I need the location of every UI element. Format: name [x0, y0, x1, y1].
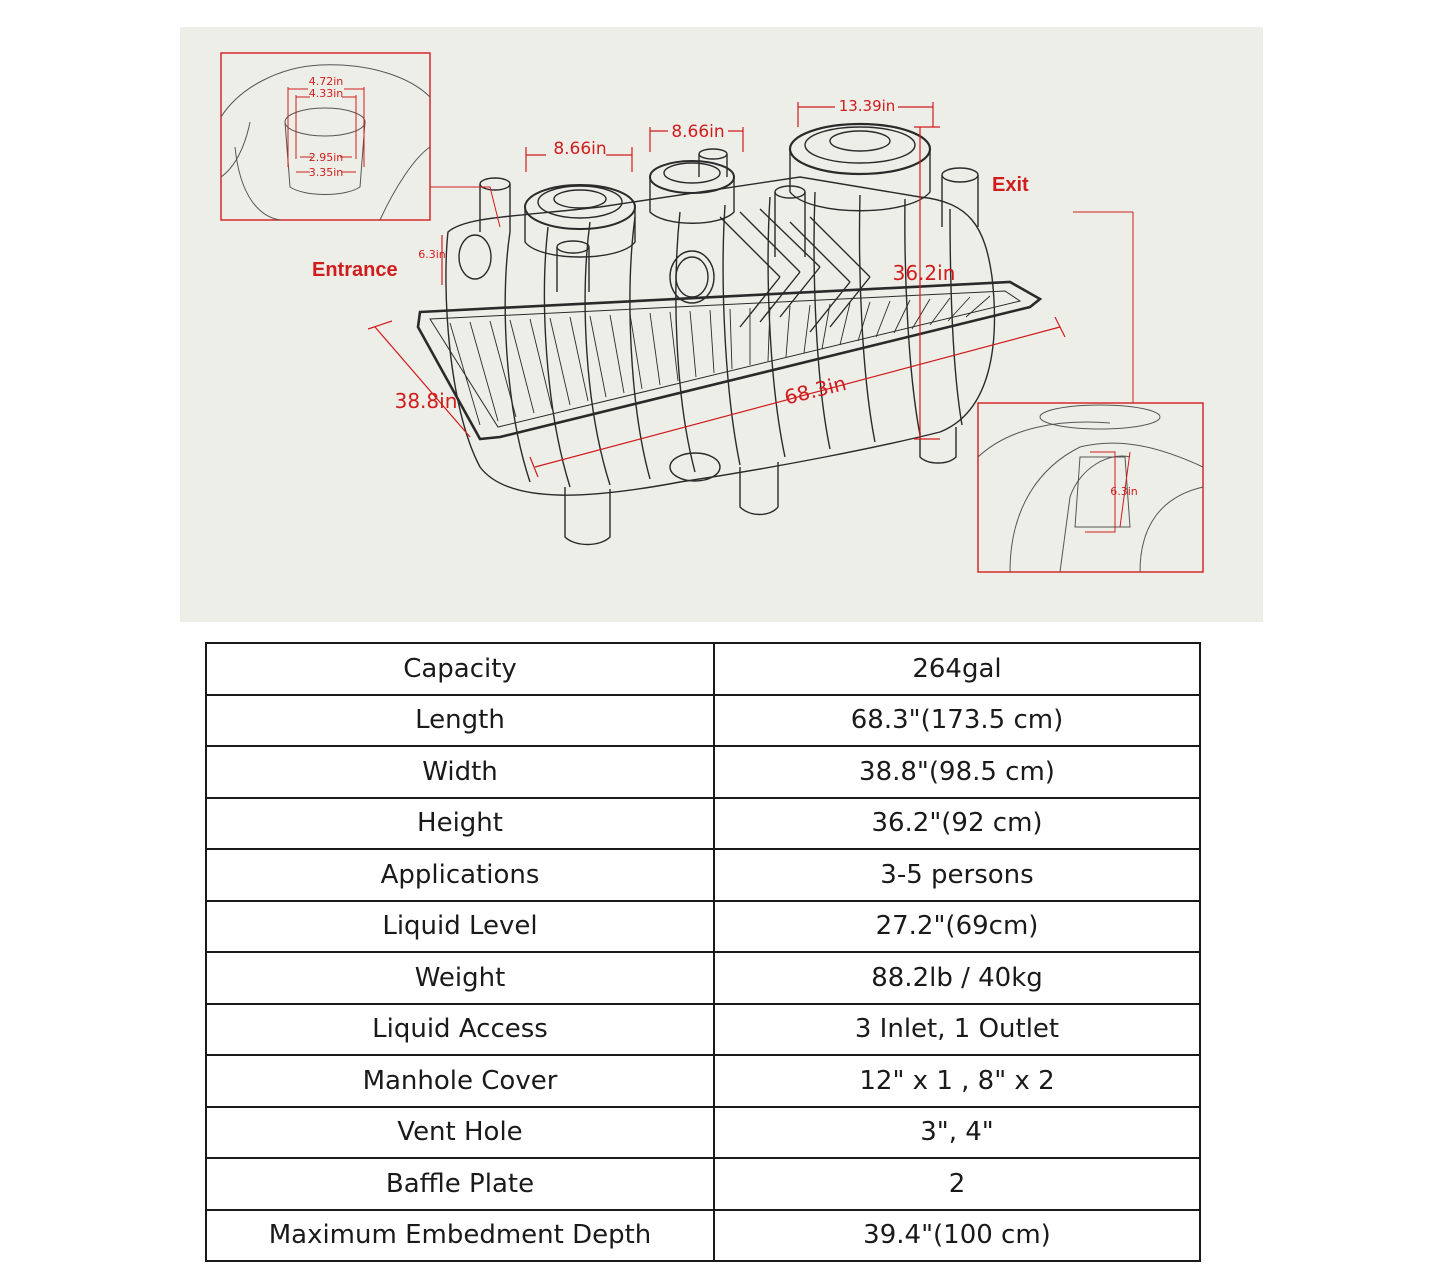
spec-row — [206, 695, 1200, 747]
spec-row — [206, 1055, 1200, 1107]
manhole-left-dimension: 8.66in — [553, 139, 607, 159]
inlet-inner-bottom-label: 2.95in — [308, 151, 344, 164]
spec-value: 3", 4" — [714, 1107, 1200, 1159]
spec-row — [206, 1210, 1200, 1262]
spec-row — [206, 1158, 1200, 1210]
entrance-callout: Entrance — [312, 259, 398, 281]
spec-row — [206, 1107, 1200, 1159]
spec-label: Weight — [206, 952, 714, 1004]
spec-row — [206, 849, 1200, 901]
inlet-diameter-dimension: 6.3in — [418, 248, 446, 261]
inlet-inner-top-label: 4.33in — [308, 87, 344, 100]
spec-value: 264gal — [714, 643, 1200, 695]
manhole-mid-dimension: 8.66in — [671, 122, 725, 142]
spec-value: 3-5 persons — [714, 849, 1200, 901]
spec-label: Liquid Level — [206, 901, 714, 953]
spec-label: Capacity — [206, 643, 714, 695]
spec-label: Length — [206, 695, 714, 747]
inlet-outer-top-label: 4.72in — [308, 75, 344, 88]
exit-callout: Exit — [992, 174, 1029, 196]
spec-label: Maximum Embedment Depth — [206, 1210, 714, 1262]
spec-value: 88.2lb / 40kg — [714, 952, 1200, 1004]
spec-label: Width — [206, 746, 714, 798]
spec-value: 38.8"(98.5 cm) — [714, 746, 1200, 798]
spec-value: 2 — [714, 1158, 1200, 1210]
spec-label: Manhole Cover — [206, 1055, 714, 1107]
spec-row — [206, 1004, 1200, 1056]
spec-label: Vent Hole — [206, 1107, 714, 1159]
spec-value: 12" x 1 , 8" x 2 — [714, 1055, 1200, 1107]
inlet-outer-bottom-label: 3.35in — [308, 166, 344, 179]
spec-value: 27.2"(69cm) — [714, 901, 1200, 953]
spec-row — [206, 746, 1200, 798]
spec-row — [206, 901, 1200, 953]
spec-label: Liquid Access — [206, 1004, 714, 1056]
spec-label: Applications — [206, 849, 714, 901]
width-dimension: 38.8in — [394, 389, 458, 413]
spec-row — [206, 798, 1200, 850]
spec-row — [206, 643, 1200, 695]
outlet-diameter-label: 6.3in — [1110, 485, 1138, 498]
spec-label: Height — [206, 798, 714, 850]
spec-table — [205, 642, 1201, 1262]
spec-table-body — [206, 643, 1200, 1261]
spec-value: 68.3"(173.5 cm) — [714, 695, 1200, 747]
spec-row — [206, 952, 1200, 1004]
manhole-large-dimension: 13.39in — [838, 97, 896, 115]
height-dimension: 36.2in — [892, 261, 956, 285]
septic-tank-diagram — [180, 27, 1263, 622]
length-dimension: 68.3in — [781, 370, 849, 410]
spec-value: 39.4"(100 cm) — [714, 1210, 1200, 1262]
spec-label: Baffle Plate — [206, 1158, 714, 1210]
spec-value: 36.2"(92 cm) — [714, 798, 1200, 850]
spec-value: 3 Inlet, 1 Outlet — [714, 1004, 1200, 1056]
